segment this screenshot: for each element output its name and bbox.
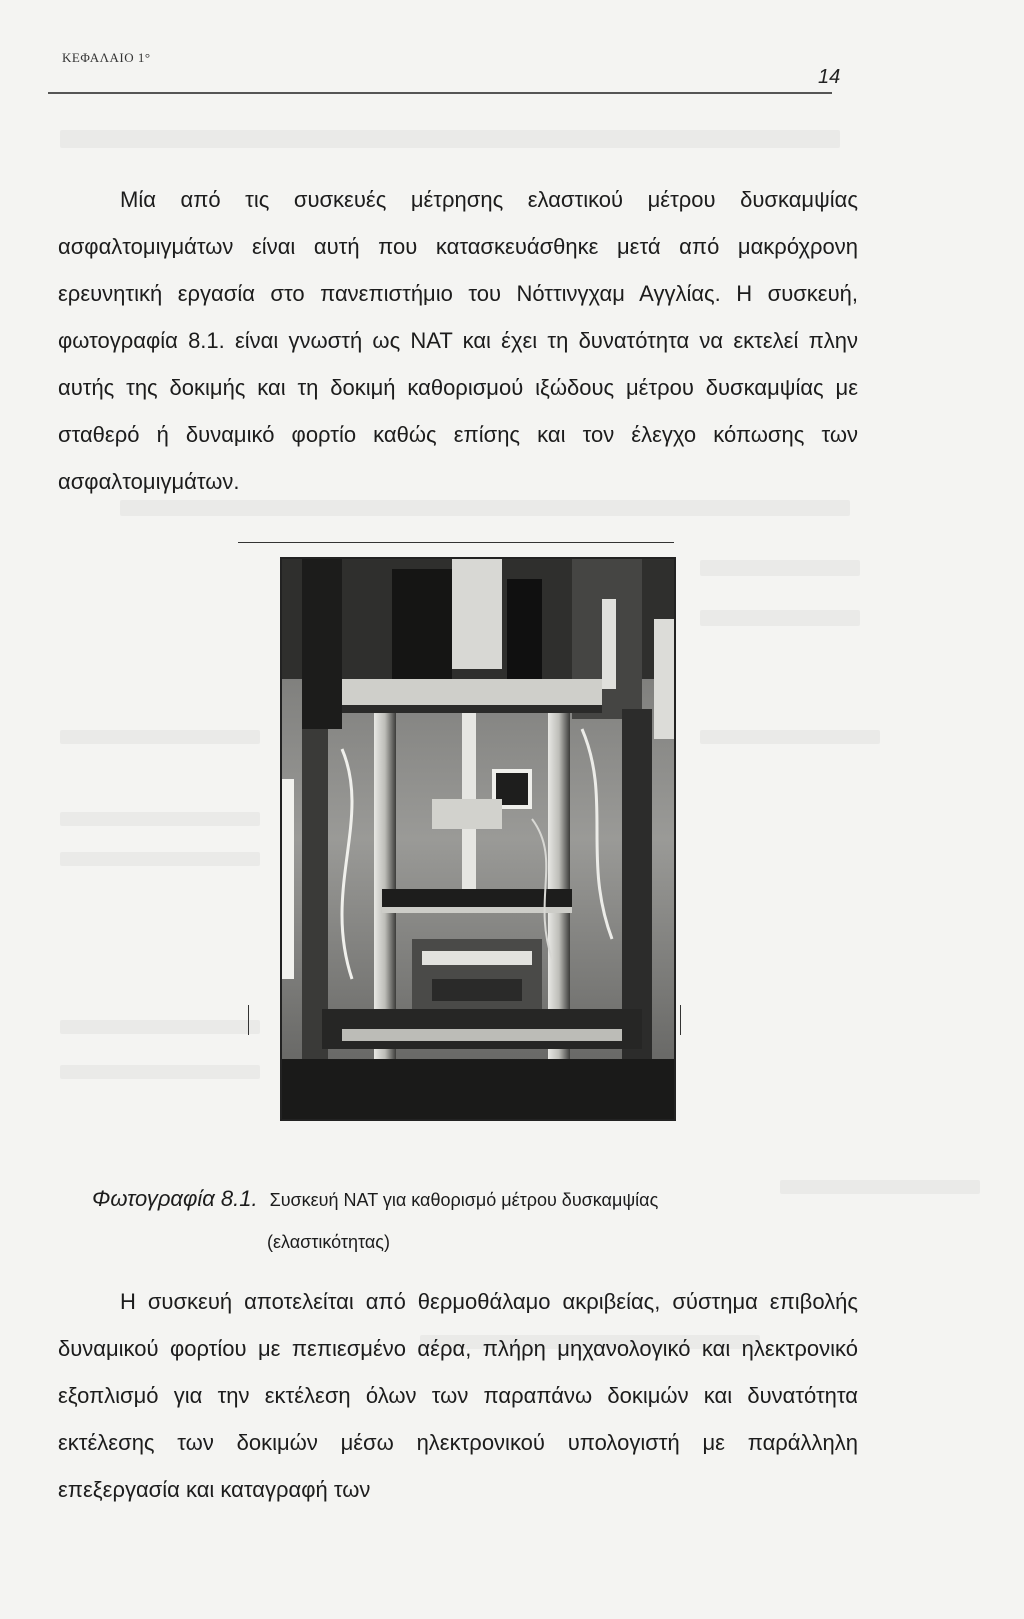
bleed-through-shadow: [60, 812, 260, 826]
body-paragraph-1: [58, 176, 858, 505]
running-head: ΚΕΦΑΛΑΙΟ 1°: [62, 50, 151, 65]
header-rule: [48, 92, 832, 94]
figure-caption: [92, 1186, 658, 1212]
body-paragraph-2: [58, 1278, 858, 1513]
bleed-through-shadow: [700, 730, 880, 744]
figure-corner-tick: [248, 1005, 249, 1035]
page-number: 14: [818, 66, 841, 88]
figure-outer-rule: [238, 542, 674, 543]
body-paragraph-2-text: Η συσκευή αποτελείται από θερμοθάλαμο ακριβείας, σύστημα επιβολής δυναμικού φορτίου με πεπιεσμένο αέρα, πλήρη μηχανολογικό και ηλεκτρονικό εξοπλισμό για την εκτέλεση όλων των παραπάνω δοκιμών και δυνατότητα εκτέλεσης των δοκιμών μέσω ηλεκτρονικού υπολογιστή με παράλληλη επεξεργασία και καταγραφή των: [58, 1289, 858, 1502]
bleed-through-shadow: [60, 130, 840, 148]
bleed-through-shadow: [700, 560, 860, 576]
photo-nat-apparatus: [280, 557, 676, 1121]
figure-caption-text: Συσκευή ΝΑΤ για καθορισμό μέτρου δυσκαμψίας: [269, 1190, 659, 1210]
nat-apparatus-photo-illustration: [282, 559, 674, 1119]
bleed-through-shadow: [700, 610, 860, 626]
bleed-through-shadow: [780, 1180, 980, 1194]
figure-corner-tick: [680, 1005, 681, 1035]
bleed-through-shadow: [60, 730, 260, 744]
bleed-through-shadow: [60, 1020, 260, 1034]
bleed-through-shadow: [60, 1065, 260, 1079]
bleed-through-shadow: [60, 852, 260, 866]
figure-caption-continuation: (ελαστικότητας): [267, 1232, 390, 1252]
figure-label: Φωτογραφία 8.1.: [92, 1186, 258, 1211]
body-paragraph-1-text: Μία από τις συσκευές μέτρησης ελαστικού μέτρου δυσκαμψίας ασφαλτομιγμάτων είναι αυτή που κατασκευάσθηκε μετά από μακρόχρονη ερευνητική εργασία στο πανεπιστήμιο του Νόττινγχαμ Αγγλίας. Η συσκευή, φωτογραφία 8.1. είναι γνωστή ως ΝΑΤ και έχει τη δυνατότητα να εκτελεί πλην αυτής της δοκιμής και τη δοκιμή καθορισμού ιξώδους μέτρου δυσκαμψίας με σταθερό ή δυναμικό φορτίο καθώς επίσης και τον έλεγχο κόπωσης των ασφαλτομιγμάτων.: [58, 187, 858, 494]
